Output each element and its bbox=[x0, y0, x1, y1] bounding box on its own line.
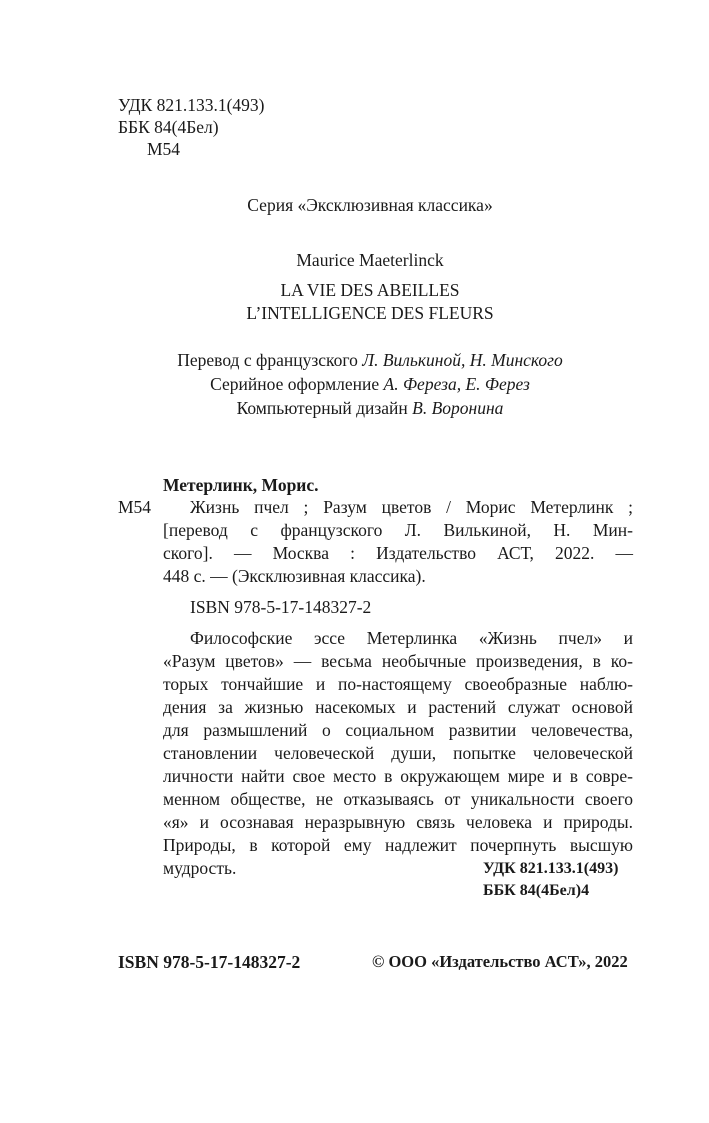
original-title-2: L’INTELLIGENCE DES FLEURS bbox=[246, 303, 494, 323]
author-mark: М54 bbox=[147, 139, 181, 159]
catalog-isbn: ISBN 978-5-17-148327-2 bbox=[190, 597, 372, 617]
credit-label: Перевод с французского bbox=[177, 350, 363, 370]
original-title-1: LA VIE DES ABEILLES bbox=[280, 280, 460, 300]
udk-code: УДК 821.133.1(493) bbox=[118, 95, 265, 115]
credit-computer-design bbox=[0, 397, 709, 419]
annotation-line: для размышлений о социальном развитии человечества, bbox=[163, 720, 633, 740]
credit-names: Л. Вилькиной, Н. Минского bbox=[362, 350, 563, 370]
annotation-line: Философские эссе Метерлинка «Жизнь пчел» и bbox=[190, 628, 633, 648]
annotation-line: мудрость. bbox=[163, 858, 237, 878]
footer-bbk: ББК 84(4Бел)4 bbox=[483, 882, 590, 899]
bottom-isbn: ISBN 978-5-17-148327-2 bbox=[118, 952, 301, 972]
catalog-mark: М54 bbox=[118, 497, 152, 517]
footer-udk: УДК 821.133.1(493) bbox=[483, 860, 619, 877]
series-title: Серия «Эксклюзивная классика» bbox=[247, 195, 493, 215]
original-author: Maurice Maeterlinck bbox=[296, 250, 444, 270]
annotation-line: «я» и осознавая неразрывную связь человека и природы. bbox=[163, 812, 633, 832]
credit-label: Серийное оформление bbox=[210, 374, 384, 394]
annotation-line: менном обществе, не отказываясь от уникальности своего bbox=[163, 789, 633, 809]
annotation-line: дения за жизнью насекомых и растений служат основой bbox=[163, 697, 633, 717]
credit-label: Компьютерный дизайн bbox=[236, 398, 413, 418]
annotation-line: Природы, в которой ему надлежит почерпнуть высшую bbox=[163, 835, 633, 855]
annotation-line: личности найти свое место в окружающем мире и в совре- bbox=[163, 766, 633, 786]
catalog-line: [перевод с французского Л. Вилькиной, Н. Мин- bbox=[163, 520, 633, 540]
annotation-line: торых тончайшие и по-настоящему своеобразные наблю- bbox=[163, 674, 633, 694]
catalog-line: Жизнь пчел ; Разум цветов / Морис Метерлинк ; bbox=[190, 497, 633, 517]
bbk-code: ББК 84(4Бел) bbox=[118, 117, 219, 137]
credit-names: А. Фереза, Е. Ферез bbox=[383, 374, 530, 394]
annotation-line: «Разум цветов» — весьма необычные произведения, в ко- bbox=[163, 651, 633, 671]
credit-series-design bbox=[0, 373, 709, 395]
catalog-author-heading: Метерлинк, Морис. bbox=[163, 475, 319, 495]
catalog-line: 448 с. — (Эксклюзивная классика). bbox=[163, 566, 426, 586]
credit-translation bbox=[0, 349, 709, 371]
copyright: © ООО «Издательство АСТ», 2022 bbox=[372, 952, 628, 971]
catalog-line: ского]. — Москва : Издательство АСТ, 2022. — bbox=[163, 543, 633, 563]
annotation-line: становлении человеческой души, попытке человеческой bbox=[163, 743, 633, 763]
credit-names: В. Воронина bbox=[412, 398, 504, 418]
